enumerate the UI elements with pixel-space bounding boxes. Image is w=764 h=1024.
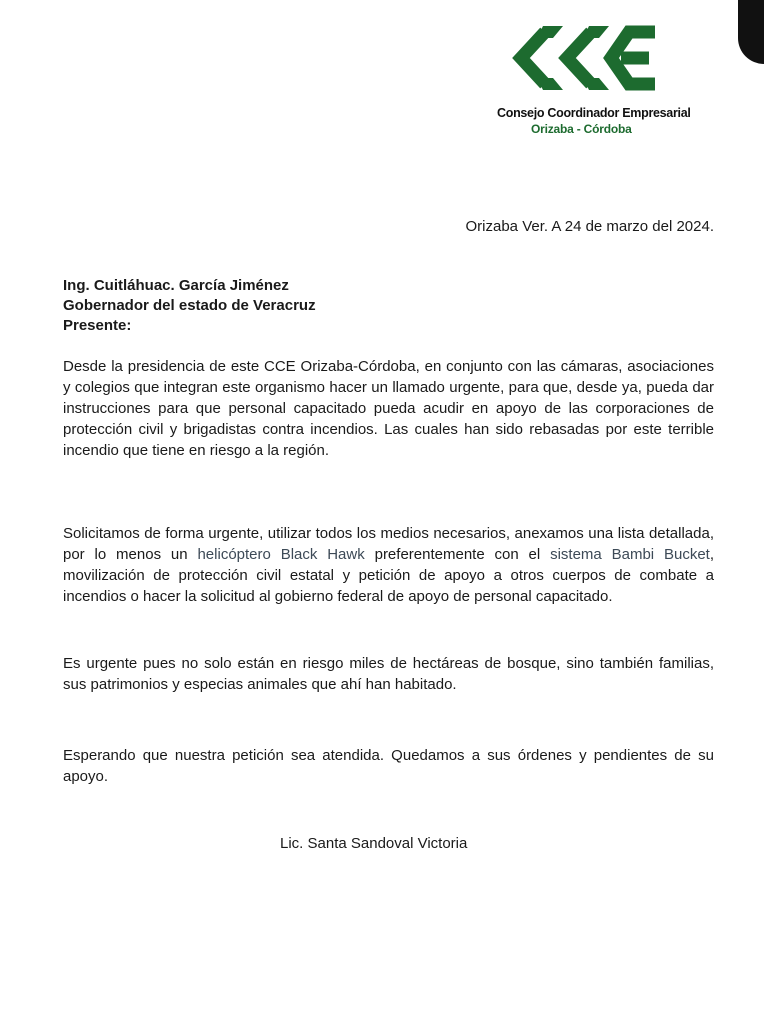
paragraph-request bbox=[63, 523, 714, 607]
recipient-title: Gobernador del estado de Veracruz bbox=[63, 297, 316, 314]
paragraph-intro: Desde la presidencia de este CCE Orizaba-Córdoba, en conjunto con las cámaras, asociaciones y colegios que integran este organismo hacer un llamado urgente, para que, desde ya, pueda dar instrucciones para que personal capacitado pueda acudir en apoyo de las corporaciones de protección civil y brigadistas contra incendios. Las cuales han sido rebasadas por este terrible incendio que tiene en riesgo a la región. bbox=[63, 358, 714, 459]
logo-letter-c1 bbox=[521, 32, 545, 84]
paragraph-urgency: Es urgente pues no solo están en riesgo miles de hectáreas de bosque, sino también familias, sus patrimonios y especias animales que ahí han habitado. bbox=[63, 655, 714, 693]
salutation: Presente: bbox=[63, 317, 132, 334]
link-bambi-bucket[interactable]: sistema Bambi Bucket bbox=[550, 546, 710, 563]
signature-name: Lic. Santa Sandoval Victoria bbox=[280, 835, 468, 852]
paragraph-closing: Esperando que nuestra petición sea atendida. Quedamos a sus órdenes y pendientes de su apoyo. bbox=[63, 747, 714, 785]
cce-logo bbox=[497, 22, 691, 137]
logo-org-name: Consejo Coordinador Empresarial bbox=[497, 106, 691, 120]
request-text-3: , movilización de protección civil estatal y petición de apoyo a otros cuerpos de combate a incendios o hacer la solicitud al gobierno federal de apoyo de personal capacitado. bbox=[63, 546, 715, 605]
recipient-block bbox=[63, 276, 316, 336]
logo-letter-c2 bbox=[567, 32, 591, 84]
letter-date: Orizaba Ver. A 24 de marzo del 2024. bbox=[465, 218, 714, 235]
request-text-1: Solicitamos de forma urgente, utilizar todos los medios necesarios, anexamos una lista detallada, por lo menos un bbox=[63, 525, 714, 563]
logo-region: Orizaba - Córdoba bbox=[531, 122, 632, 136]
corner-shape bbox=[738, 0, 764, 64]
link-black-hawk[interactable]: helicóptero Black Hawk bbox=[197, 546, 365, 563]
recipient-name: Ing. Cuitláhuac. García Jiménez bbox=[63, 277, 289, 294]
cce-logo-mark bbox=[503, 22, 663, 96]
request-text-2: preferentemente con el bbox=[364, 546, 551, 563]
